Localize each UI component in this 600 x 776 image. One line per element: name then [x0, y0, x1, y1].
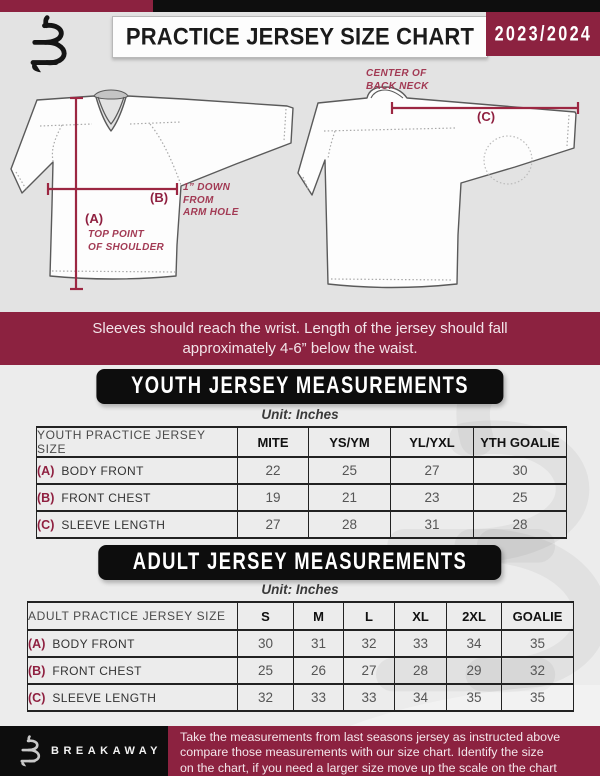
fit-note-line1: Sleeves should reach the wrist. Length of the jersey should fall — [92, 320, 508, 337]
footer-brand-block — [0, 726, 168, 776]
adult-col-xl: XL — [395, 602, 447, 630]
footer-instructions — [168, 726, 600, 776]
measure-b-key: (B) — [150, 190, 169, 205]
adult-col-m: M — [294, 602, 344, 630]
top-strip-maroon — [0, 0, 153, 12]
table-row: (B) FRONT CHEST 25 26 27 28 29 32 — [28, 657, 574, 684]
measure-b-caption: 1” DOWN FROM ARM HOLE — [183, 182, 239, 218]
adult-col-l: L — [344, 602, 395, 630]
breakaway-footer-logo-icon — [18, 735, 42, 768]
top-strip-black — [153, 0, 600, 12]
measure-a-caption: TOP POINT OF SHOULDER — [88, 229, 165, 253]
youth-col-ysym: YS/YM — [309, 427, 391, 457]
season-badge — [486, 12, 600, 56]
youth-col-mite: MITE — [238, 427, 309, 457]
footer-note-line3: on the chart, if you need a larger size move up the scale on the chart — [180, 760, 557, 775]
table-row: (A) BODY FRONT 30 31 32 33 34 35 — [28, 630, 574, 657]
jersey-back-diagram — [295, 85, 600, 300]
youth-col-goalie: YTH GOALIE — [474, 427, 567, 457]
adult-col-s: S — [238, 602, 294, 630]
season-label: 2023/2024 — [494, 21, 592, 46]
table-row: (C) SLEEVE LENGTH 32 33 33 34 35 35 — [28, 684, 574, 711]
measure-c-caption: CENTER OF BACK NECK — [366, 68, 429, 92]
youth-col-ylyxl: YL/YXL — [391, 427, 474, 457]
table-row: (A) BODY FRONT 22 25 27 30 — [37, 457, 567, 484]
adult-col-2xl: 2XL — [447, 602, 502, 630]
page-title: PRACTICE JERSEY SIZE CHART — [125, 22, 475, 50]
footer-note-line1: Take the measurements from last seasons jersey as instructed above — [180, 730, 561, 744]
youth-size-table — [36, 426, 567, 539]
measure-c-key: (C) — [477, 109, 496, 124]
table-row: (B) FRONT CHEST 19 21 23 25 — [37, 484, 567, 511]
youth-section-heading: YOUTH JERSEY MEASUREMENTS — [96, 369, 503, 404]
adult-size-table — [27, 601, 574, 712]
breakaway-logo-icon — [26, 15, 70, 75]
page-title-bar — [112, 16, 488, 58]
youth-table-label-header: YOUTH PRACTICE JERSEY SIZE — [37, 427, 238, 457]
adult-section-heading: ADULT JERSEY MEASUREMENTS — [98, 545, 501, 580]
youth-unit-label: Unit: Inches — [261, 407, 339, 422]
measure-a-key: (A) — [85, 211, 104, 226]
fit-note-line2: approximately 4-6” below the waist. — [182, 340, 418, 357]
table-row: (C) SLEEVE LENGTH 27 28 31 28 — [37, 511, 567, 538]
fit-note-banner — [0, 312, 600, 365]
adult-unit-label: Unit: Inches — [261, 582, 339, 597]
adult-col-goalie: GOALIE — [502, 602, 574, 630]
footer-note-line2: compare those measurements with our size chart. Identify the size — [180, 745, 544, 760]
adult-table-label-header: ADULT PRACTICE JERSEY SIZE — [28, 602, 238, 630]
brand-name: BREAKAWAY — [51, 745, 162, 757]
